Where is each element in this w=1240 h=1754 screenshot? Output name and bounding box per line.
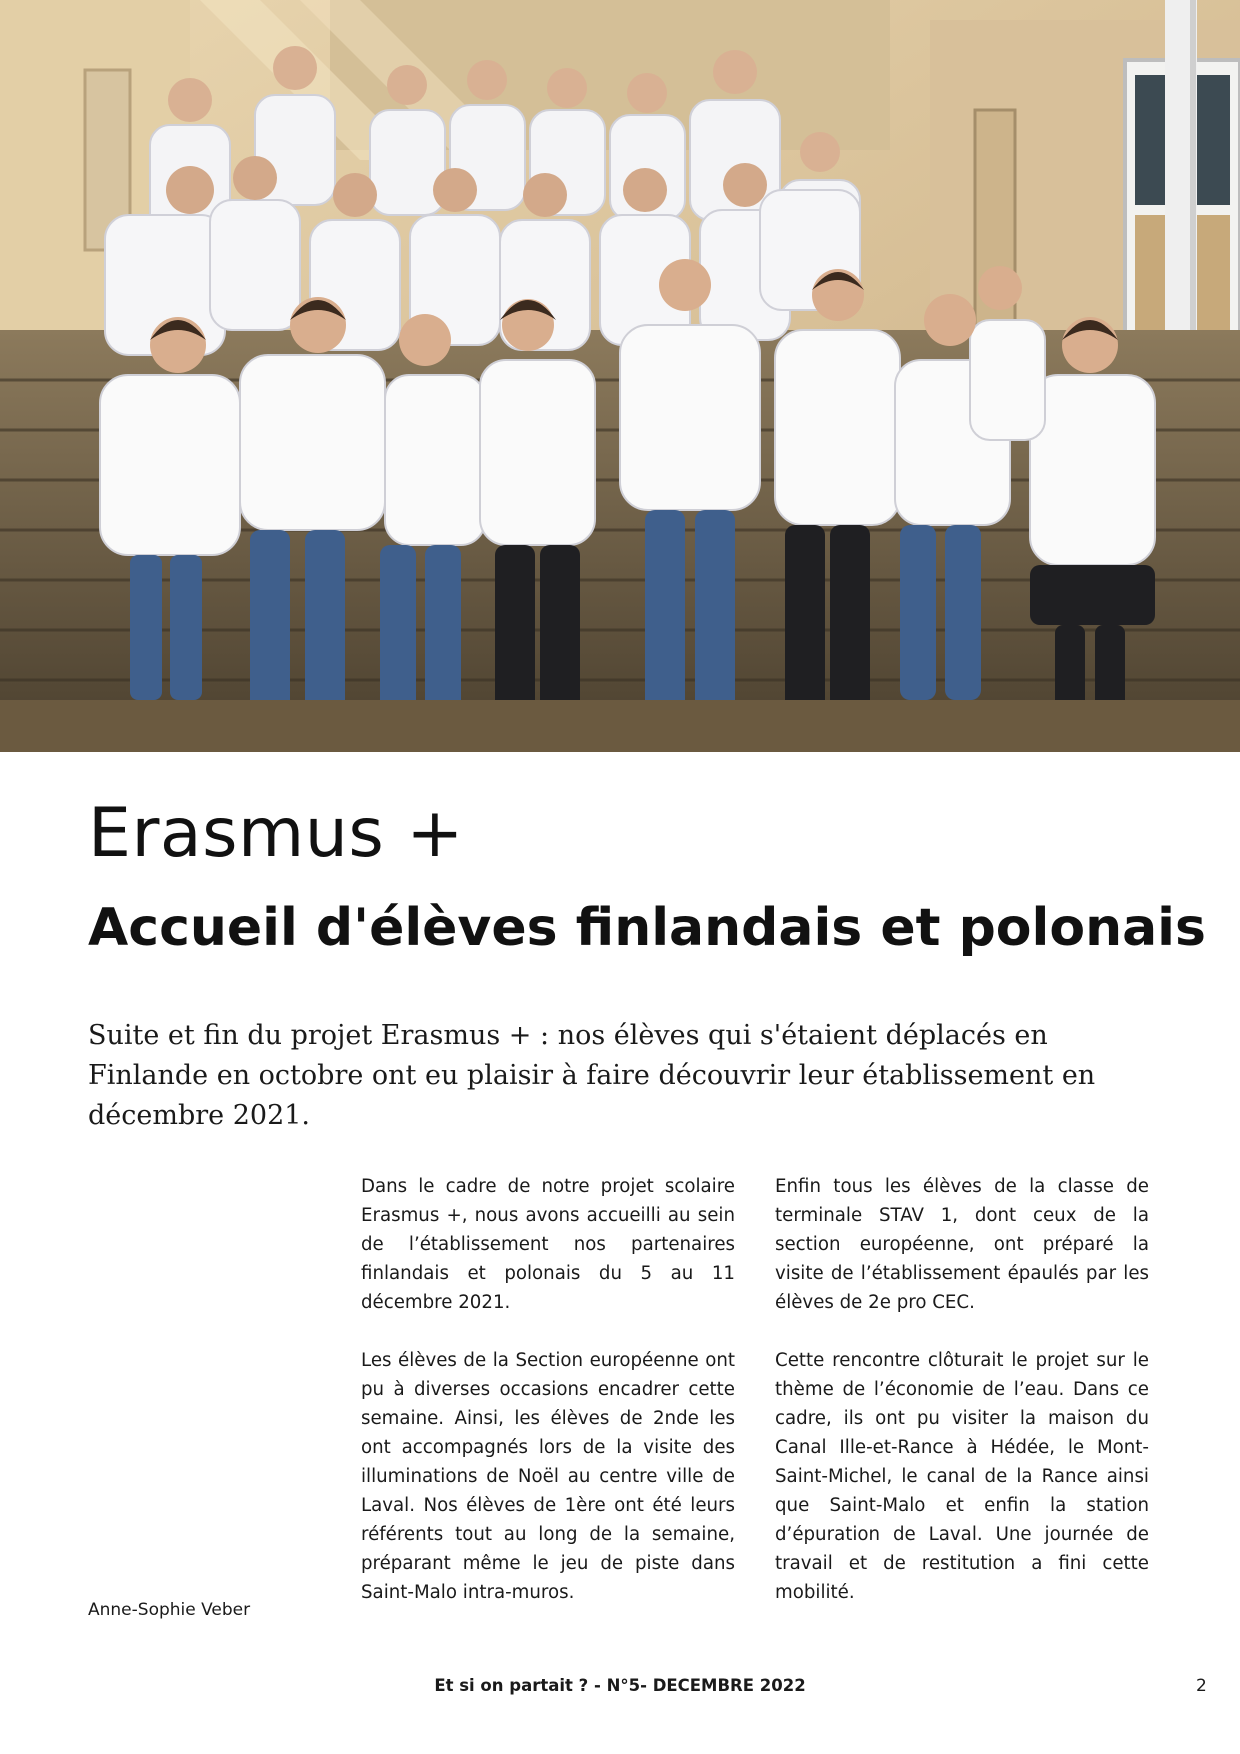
group-photo-illustration (0, 0, 1240, 752)
page-number: 2 (1196, 1676, 1207, 1696)
article-column-2 (775, 1172, 1149, 1636)
article-author: Anne-Sophie Veber (88, 1600, 251, 1620)
paragraph: Enfin tous les élèves de la classe de terminale STAV 1, dont ceux de la section européenne, ont préparé la visite de l’établissement épaulés par les élèves de 2e pro CEC. (775, 1176, 1149, 1313)
paragraph: Les élèves de la Section européenne ont pu à diverses occasions encadrer cette semaine. Ainsi, les élèves de 2nde les ont accompagnés lors de la visite des illuminations de Noël au centre ville de Laval. Nos élèves de 1ère ont été leurs référents tout au long de la semaine, préparant même le jeu de piste dans Saint-Malo intra-muros. (361, 1350, 735, 1603)
footer-publication: Et si on partait ? - N°5- DECEMBRE 2022 (434, 1676, 806, 1695)
paragraph: Cette rencontre clôturait le projet sur le thème de l’économie de l’eau. Dans ce cadre, ils ont pu visiter la maison du Canal Ille-et-Rance à Hédée, le Mont-Saint-Michel, le canal de la Rance ainsi que Saint-Malo et enfin la station d’épuration de Laval. Une journée de travail et de restitution a fini cette mobilité. (775, 1350, 1149, 1603)
article-lead: Suite et fin du projet Erasmus + : nos élèves qui s'étaient déplacés en Finlande en octobre ont eu plaisir à faire découvrir leur établissement en décembre 2021. (88, 1020, 1096, 1131)
paragraph: Dans le cadre de notre projet scolaire Erasmus +, nous avons accueilli au sein de l’établissement nos partenaires finlandais et polonais du 5 au 11 décembre 2021. (361, 1176, 735, 1313)
section-title: Erasmus + (88, 794, 464, 873)
article-column-1 (361, 1172, 735, 1636)
article-headline: Accueil d'élèves finlandais et polonais (88, 898, 1206, 958)
group-photo (0, 0, 1240, 752)
